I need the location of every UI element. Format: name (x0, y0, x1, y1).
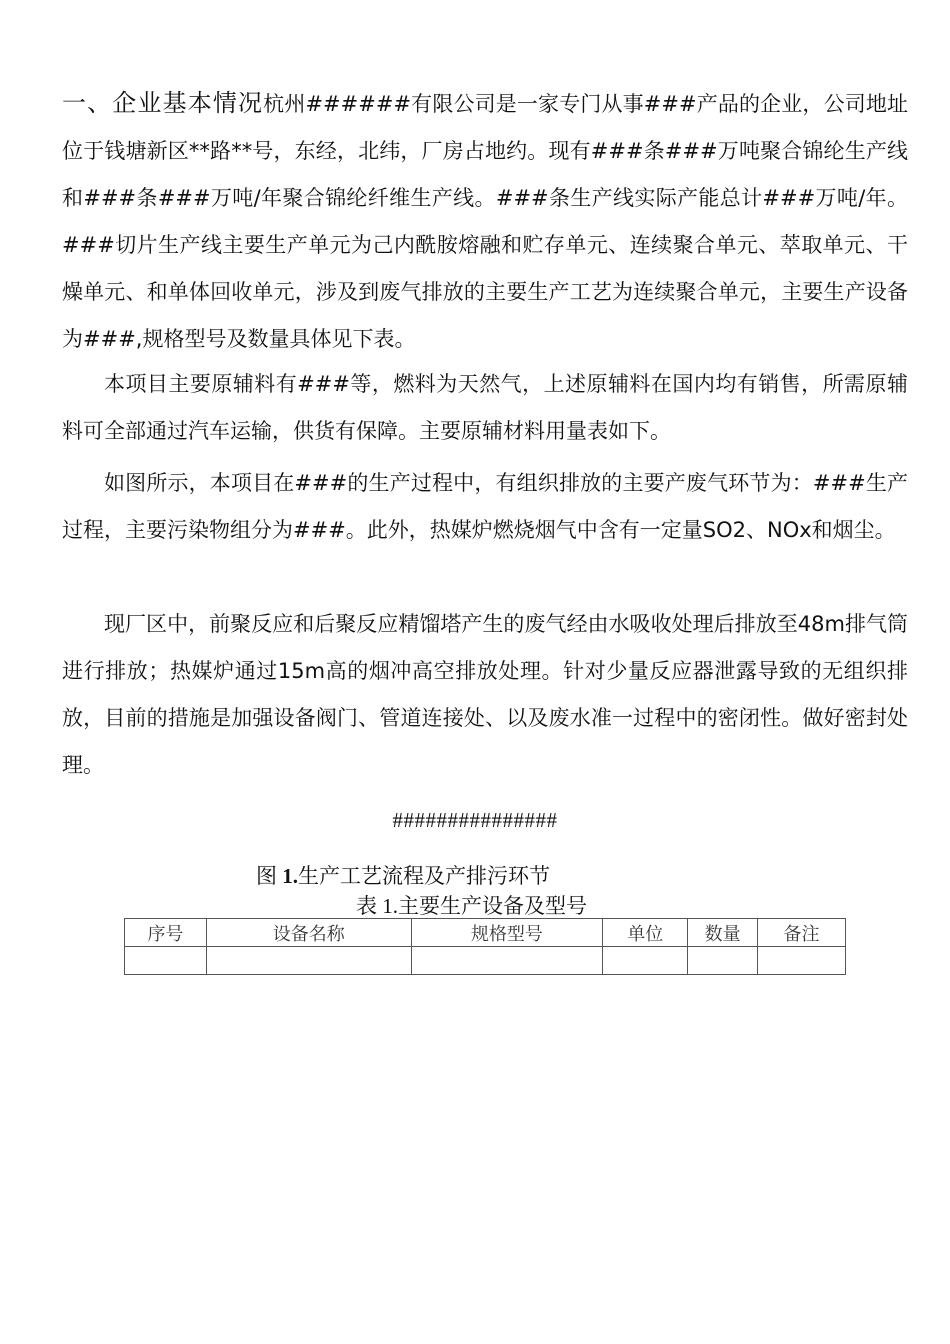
header-quantity: 数量 (688, 919, 758, 947)
table-caption: 表 1.主要生产设备及型号 (356, 894, 587, 918)
table-header-row (125, 919, 846, 947)
table-cell (206, 947, 411, 975)
equipment-table (124, 918, 846, 975)
table-cell (125, 947, 207, 975)
header-serial-number: 序号 (125, 919, 207, 947)
table-cell (688, 947, 758, 975)
table-row (125, 947, 846, 975)
paragraph-emission-process: 如图所示，本项目在###的生产过程中，有组织排放的主要产废气环节为：###生产过程，主要污染物组分为###。此外，热媒炉燃烧烟气中含有一定量SO2、NOx和烟尘。 (62, 471, 908, 542)
paragraph-raw-materials: 本项目主要原辅料有###等，燃料为天然气，上述原辅料在国内均有销售，所需原辅料可全部通过汽车运输，供货有保障。主要原辅材料用量表如下。 (62, 372, 908, 443)
figure-caption-text: 生产工艺流程及产排污环节 (298, 864, 550, 888)
section-heading: 一、企业基本情况 (62, 89, 264, 117)
header-equipment-name: 设备名称 (206, 919, 411, 947)
header-specification: 规格型号 (411, 919, 603, 947)
paragraph-company-overview (62, 80, 908, 363)
paragraph-1-text: 杭州######有限公司是一家专门从事###产品的企业，公司地址位于钱塘新区**路**号，东经，北纬，厂房占地约。现有###条###万吨聚合锦纶生产线和###条###万吨/年聚合锦纶纤维生产线。###条生产线实际产能总计###万吨/年。###切片生产线主要生产单元为己内酰胺熔融和贮存单元、连续聚合单元、萃取单元、干燥单元、和单体回收单元，涉及到废气排放的主要生产工艺为连续聚合单元，主要生产设备为###,规格型号及数量具体见下表。 (62, 92, 909, 351)
figure-caption (256, 860, 550, 890)
header-remarks: 备注 (758, 919, 846, 947)
table-cell (603, 947, 688, 975)
header-unit: 单位 (603, 919, 688, 947)
table-cell (411, 947, 603, 975)
figure-caption-prefix: 图 (256, 864, 283, 888)
table-cell (758, 947, 846, 975)
figure-caption-number: 1. (282, 864, 298, 888)
paragraph-treatment-measures: 现厂区中，前聚反应和后聚反应精馏塔产生的废气经由水吸收处理后排放至48m排气筒进行排放；热媒炉通过15m高的烟冲高空排放处理。针对少量反应器泄露导致的无组织排放，目前的措施是加强设备阀门、管道连接处、以及废水准一过程中的密闭性。做好密封处理。 (62, 612, 908, 777)
figure-placeholder: ############### (392, 808, 558, 832)
